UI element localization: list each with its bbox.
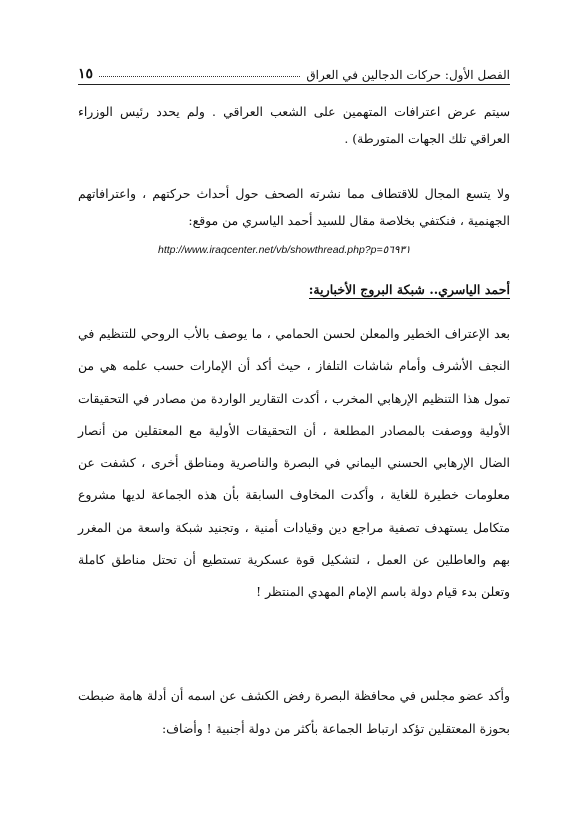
header-rule xyxy=(78,84,510,85)
paragraph-2: ولا يتسع المجال للاقتطاف مما نشرته الصحف حول أحداث حركتهم ، واعترافاتهم الجهنمية ، فنكتفي بخلاصة مقال للسيد أحمد الياسري من موقع: xyxy=(78,186,510,228)
paragraph-4: وأكد عضو مجلس في محافظة البصرة رفض الكشف عن اسمه أن أدلة هامة ضبطت بحوزة المعتقلين تؤكد ارتباط الجماعة بأكثر من دولة أجنبية ! وأضاف: xyxy=(78,688,510,736)
section-heading: أحمد الياسري.. شبكة البروج الأخبارية: xyxy=(308,282,510,297)
paragraph-1: سيتم عرض اعترافات المتهمين على الشعب العراقي . ولم يحدد رئيس الوزراء العراقي تلك الجهات المتورطة) . xyxy=(78,104,510,146)
page-number: ١٥ xyxy=(78,66,94,82)
running-header xyxy=(78,58,510,82)
header-dot-leader xyxy=(99,76,300,77)
chapter-title: الفصل الأول: حركات الدجالين في العراق xyxy=(306,68,510,82)
source-url: http://www.iraqcenter.net/vb/showthread.php?p=٥٦٩٣١ xyxy=(158,244,411,256)
paragraph-3: بعد الإعتراف الخطير والمعلن لحسن الحمامي ، ما يوصف بالأب الروحي للتنظيم في النجف الأشرف وأمام شاشات التلفاز ، حيث أكد أن الإمارات حسب علمه هي من تمول هذا التنظيم الإرهابي المخرب ، أكدت التقارير الواردة من مصادر في التحقيقات الأولية ووصفت بالمصادر المطلعة ، أن التحقيقات الأولية مع المعتقلين من أنصار الضال الإرهابي الحسني اليماني في البصرة والناصرية ومناطق أخرى ، كشفت عن معلومات خطيرة للغاية ، وأكدت المخاوف السابقة بأن هذه الجماعة لديها مشروع متكامل يستهدف تصفية مراجع دين وقيادات أمنية ، وتجنيد شبكة واسعة من المغرر بهم والعاطلين عن العمل ، لتشكيل قوة عسكرية تستطيع أن تحتل مناطق كاملة وتعلن بدء قيام دولة باسم الإمام المهدي المنتظر ! xyxy=(78,326,510,600)
